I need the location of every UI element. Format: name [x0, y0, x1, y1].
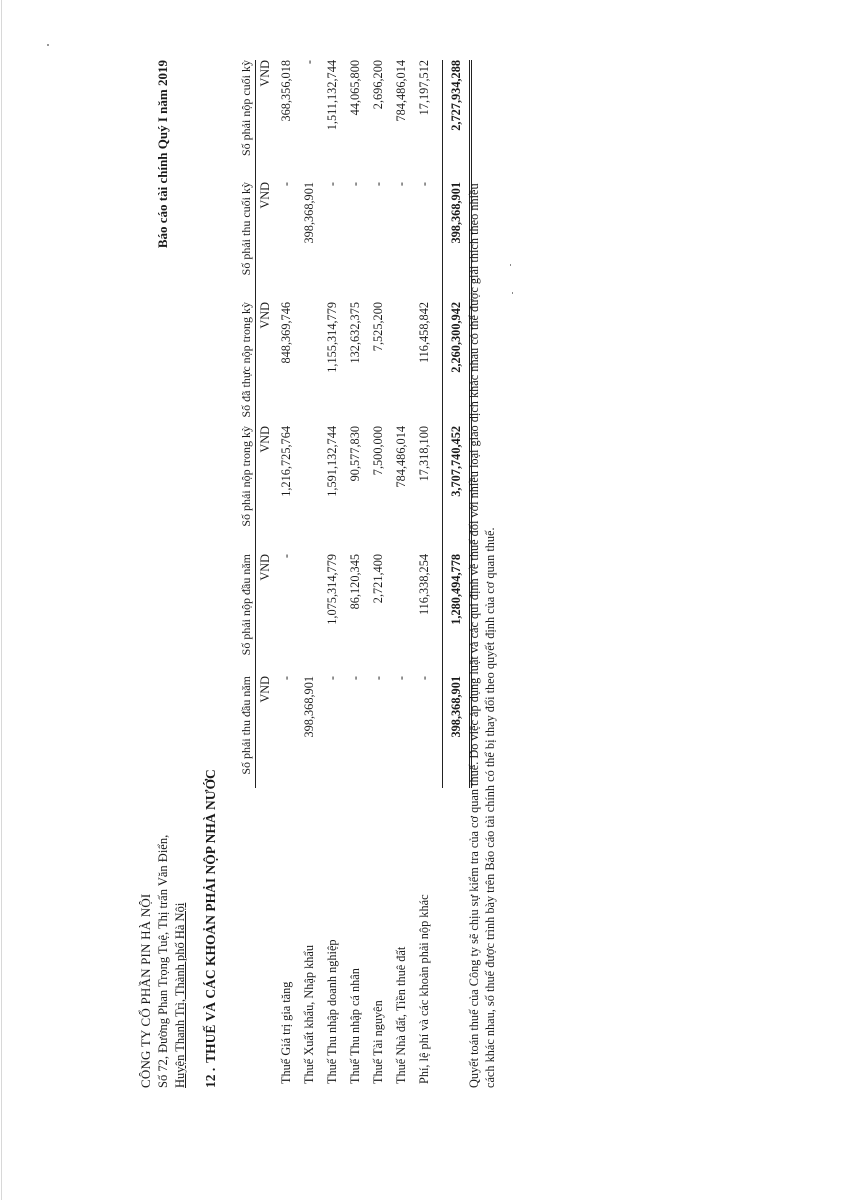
table-cell: 7,500,000: [371, 426, 385, 476]
table-cell: [390, 302, 413, 426]
total-cell: 398,368,901: [443, 676, 471, 788]
table-cell: 2,696,200: [371, 60, 385, 110]
table-row: [275, 60, 298, 1088]
table-row: [390, 60, 413, 1088]
total-cell: 3,707,740,452: [443, 426, 471, 554]
table-cell: -: [279, 676, 293, 681]
table-cell: -: [371, 676, 385, 681]
table-cell: 90,577,830: [348, 426, 362, 482]
total-cell: 2,260,300,942: [443, 302, 471, 426]
column-header: Số phải nộp trong kỳ: [239, 426, 253, 527]
table-cell: [298, 302, 321, 426]
table-cell: [390, 554, 413, 676]
table-row: [344, 60, 367, 1088]
column-header: Số phải nộp đầu năm: [239, 554, 253, 656]
column-header: Số phải thu cuối kỳ: [239, 182, 253, 276]
row-label: Thuế Tài nguyên: [371, 1000, 385, 1084]
table-cell: -: [394, 182, 408, 187]
table-cell: -: [325, 182, 339, 187]
report-title-text: Báo cáo tài chính Quý I năm 2019: [155, 60, 170, 249]
row-label: Thuế Thu nhập doanh nghiệp: [325, 939, 339, 1084]
unit-cell: VND: [256, 60, 276, 182]
total-cell: 398,368,901: [443, 182, 471, 302]
table-cell: 1,075,314,779: [325, 554, 339, 625]
table-cell: 17,318,100: [417, 426, 431, 482]
unit-blank: [256, 788, 276, 1088]
table-cell: -: [279, 182, 293, 187]
company-name: CÔNG TY CỔ PHẦN PIN HÀ NỘI: [138, 893, 153, 1088]
table-cell: 848,369,746: [279, 302, 293, 364]
report-title: [155, 60, 171, 300]
unit-cell: VND: [256, 426, 276, 554]
row-label: Thuế Nhà đất, Tiền thuê đất: [394, 946, 408, 1084]
table-cell: -: [302, 60, 316, 65]
row-label: Thuế Giá trị gia tăng: [279, 981, 293, 1084]
total-cell: 1,280,494,778: [443, 554, 471, 676]
table-cell: 116,338,254: [417, 554, 431, 616]
column-header: Số phải nộp cuối kỳ: [239, 60, 253, 156]
table-cell: -: [325, 676, 339, 681]
company-address-line-1: Số 72, Đường Phan Trọng Tuệ, Thị trấn Văn Điển,: [156, 834, 170, 1088]
table-cell: 784,486,014: [394, 426, 408, 488]
unit-cell: VND: [256, 302, 276, 426]
unit-cell: VND: [256, 182, 276, 302]
table-cell: [298, 426, 321, 554]
table-cell: -: [417, 676, 431, 681]
table-cell: -: [394, 676, 408, 681]
table-cell: -: [279, 554, 293, 559]
table-row: [367, 60, 390, 1088]
tax-note: [466, 128, 498, 1088]
table-cell: 398,368,901: [302, 182, 316, 244]
table-cell: 368,356,018: [279, 60, 293, 122]
company-address-line-2: Huyện Thanh Trì, Thành phố Hà Nội: [173, 902, 187, 1088]
table-header-row: [230, 60, 256, 1088]
table-cell: 2,721,400: [371, 554, 385, 604]
table-cell: 116,458,842: [417, 302, 431, 364]
tax-table: [230, 60, 472, 1088]
table-cell: 17,197,512: [417, 60, 431, 116]
table-row: [413, 60, 436, 1088]
table-cell: -: [348, 676, 362, 681]
section-number: 12 .: [203, 1067, 218, 1088]
table-cell: 1,591,132,744: [325, 426, 339, 497]
table-cell: 132,632,375: [348, 302, 362, 364]
unit-row: [256, 60, 276, 1088]
total-cell: 2,727,934,288: [443, 60, 471, 182]
section-heading: [203, 769, 219, 1088]
table-row: [298, 60, 321, 1088]
table-cell: 44,065,800: [348, 60, 362, 116]
table-cell: -: [348, 182, 362, 187]
table-row: [321, 60, 344, 1088]
column-header: Số phải thu đầu năm: [239, 676, 253, 775]
row-label: Phí, lệ phí và các khoản phải nộp khác: [417, 894, 431, 1084]
table-cell: 86,120,345: [348, 554, 362, 610]
table-cell: 1,216,725,764: [279, 426, 293, 497]
table-cell: 7,525,200: [371, 302, 385, 352]
table-cell: 1,511,132,744: [325, 60, 339, 131]
table-cell: 398,368,901: [302, 676, 316, 738]
column-header: Số đã thực nộp trong kỳ: [239, 302, 253, 418]
section-title: THUẾ VÀ CÁC KHOẢN PHẢI NỘP NHÀ NƯỚC: [203, 769, 218, 1063]
row-label: Thuế Thu nhập cá nhân: [348, 968, 362, 1084]
table-cell: -: [417, 182, 431, 187]
row-label: Thuế Xuất khẩu, Nhập khẩu: [302, 945, 316, 1084]
unit-cell: VND: [256, 676, 276, 788]
table-cell: 784,486,014: [394, 60, 408, 122]
header-blank: [230, 788, 256, 1088]
note-line-2: cách khác nhau, số thuế được trình bày trên Báo cáo tài chính có thể bị thay đổi theo quyết định của cơ quan thuế.: [483, 527, 497, 1088]
note-line-1: Quyết toán thuế của Công ty sẽ chịu sự kiểm tra của cơ quan thuế. Do việc áp dụng luật và các qui định về thuế đối với nhiều loại giao dịch khác nhau có thể được giải thích theo nhiều: [467, 183, 481, 1088]
table-cell: [298, 554, 321, 676]
table-cell: -: [371, 182, 385, 187]
table-cell: 1,155,314,779: [325, 302, 339, 373]
unit-cell: VND: [256, 554, 276, 676]
